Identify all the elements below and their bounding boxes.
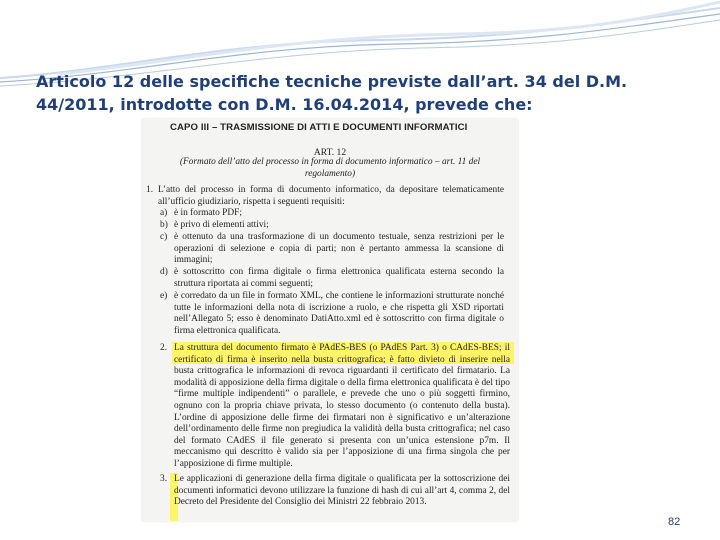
chapter-heading: CAPO III – TRASMISSIONE DI ATTI E DOCUMENTI INFORMATICI [170, 122, 468, 133]
item-letter: a) [160, 208, 168, 218]
slide-title: Articolo 12 delle specifiche tecniche previste dall’art. 34 del D.M. 44/2011, introdotte con D.M. 16.04.2014, prevede che: [36, 72, 628, 114]
paragraph-2: La struttura del documento firmato è PAdES-BES (o PAdES Part. 3) o CAdES-BES; il certificato di firma è inserito nella busta crittografica; è fatto divieto di inserire nella busta crittografica le informazioni di revoca riguardanti il certificato del firmatario. La modalità di apposizione della firma digitale o della firma elettronica qualificata è del tipo “firme multiple indipendenti” o parallele, e prevede che uno o più soggetti firmino, ognuno con la propria chiave privata, lo stesso documento (o contenuto della busta). L’ordine di apposizione delle firme dei firmatari non è significativo e un’alterazione dell’ordinamento delle firme non pregiudica la validità della busta crittografica; nel caso del formato CAdES il file generato si presenta con un’unica estensione p7m. Il meccanismo qui descritto è valido sia per l’apposizione di una firma singola che per l’apposizione di firme multiple. [174, 343, 510, 469]
item-a: è in formato PDF; [174, 208, 242, 218]
scanned-document [142, 119, 518, 521]
paragraph-number: 1. [146, 185, 154, 195]
paragraph-number: 3. [160, 474, 168, 484]
item-b: è privo di elementi attivi; [174, 220, 269, 230]
item-letter: d) [160, 267, 168, 277]
item-letter: b) [160, 220, 168, 230]
page-number: 82 [668, 516, 681, 528]
article-subtitle: (Formato dell’atto del processo in forma di documento informatico – art. 11 del regolamento) [179, 157, 481, 179]
item-e: è corredato da un file in formato XML, che contiene le informazioni strutturate nonché tutte le informazioni della nota di iscrizione a ruolo, e che rispetta gli XSD riportati nell’Allegato 5; esso è denominato DatiAtto.xml ed è sottoscritto con firma digitale o firma elettronica qualificata. [174, 291, 504, 336]
item-d: è sottoscritto con firma digitale o firma elettronica qualificata esterna secondo la struttura riportata ai commi seguenti; [174, 267, 504, 289]
item-letter: e) [160, 291, 168, 301]
paragraph-1: L’atto del processo in forma di documento informatico, da depositare telematicamente all’ufficio giudiziario, rispetta i seguenti requisiti: [158, 185, 504, 207]
paragraph-3: Le applicazioni di generazione della firma digitale o qualificata per la sottoscrizione dei documenti informatici devono utilizzare la funzione di hash di cui all’art 4, comma 2, del Decreto del Presidente del Consiglio dei Ministri 22 febbraio 2013. [174, 474, 510, 508]
item-c: è ottenuto da una trasformazione di un documento testuale, senza restrizioni per le operazioni di selezione e copia di parti; non è pertanto ammessa la scansione di immagini; [174, 232, 504, 266]
paragraph-number: 2. [160, 343, 168, 353]
item-letter: c) [160, 232, 168, 242]
article-number: ART. 12 [313, 147, 347, 158]
